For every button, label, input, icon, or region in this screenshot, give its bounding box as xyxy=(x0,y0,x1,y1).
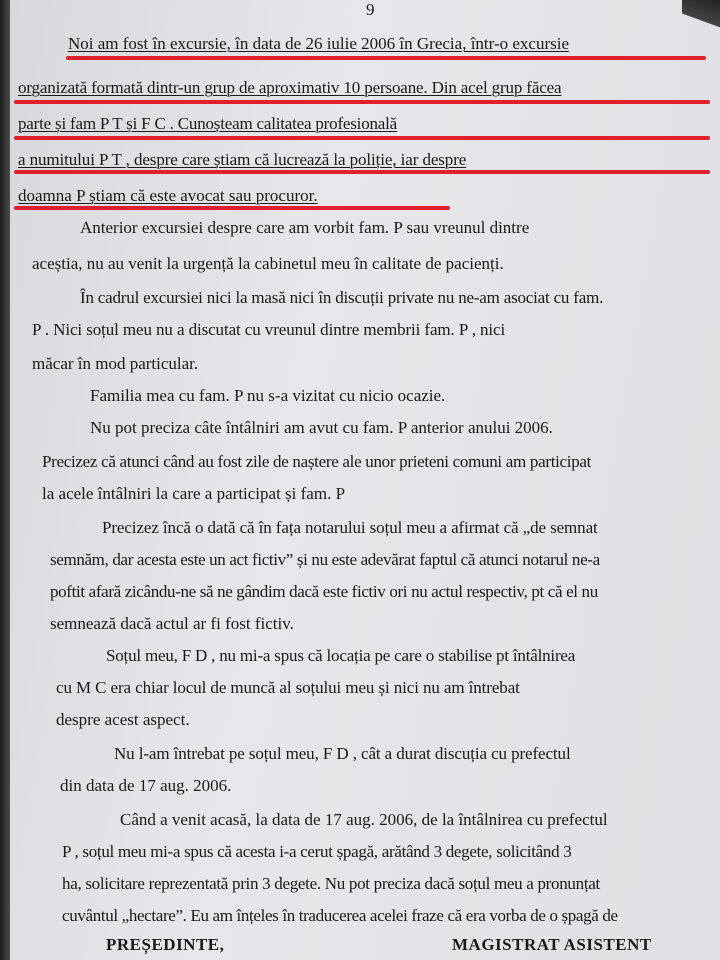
body-line: ha, solicitare reprezentată prin 3 degete. Nu pot preciza dacă soțul meu a pronunțat xyxy=(62,874,600,893)
body-line: Precizez că atunci când au fost zile de naștere ale unor prieteni comuni am participat xyxy=(42,452,592,471)
body-line: Precizez încă o dată că în fața notarului soțul meu a afirmat că „de semnat xyxy=(102,518,598,537)
body-line: din data de 17 aug. 2006. xyxy=(60,776,232,795)
body-line: semnează dacă actul ar fi fost fictiv. xyxy=(50,614,294,633)
red-underline xyxy=(66,56,706,60)
body-line: Soțul meu, F D , nu mi-a spus că locația pe care o stabilise pt întâlnirea xyxy=(106,646,576,665)
highlighted-line: doamna P știam că este avocat sau procuror. xyxy=(18,186,318,205)
body-line: măcar în mod particular. xyxy=(32,354,199,373)
highlighted-line: Noi am fost în excursie, în data de 26 iulie 2006 în Grecia, într-o excursie xyxy=(68,34,570,53)
scan-edge xyxy=(0,0,10,960)
body-line: poftit afară zicându-ne să ne gândim dacă este fictiv ori nu actul respectiv, pt că el nu xyxy=(50,582,598,601)
body-line: despre acest aspect. xyxy=(56,710,190,729)
body-line: Anterior excursiei despre care am vorbit fam. P sau vreunul dintre xyxy=(80,218,530,237)
body-line: P . Nici soțul meu nu a discutat cu vreunul dintre membrii fam. P , nici xyxy=(32,320,506,339)
red-underline xyxy=(14,100,710,104)
document-page xyxy=(10,0,720,960)
red-underline xyxy=(14,206,450,210)
footer-president: PREȘEDINTE, xyxy=(106,935,225,954)
page-corner xyxy=(682,0,720,36)
red-underline xyxy=(14,136,710,140)
body-line: În cadrul excursiei nici la masă nici în discuții private nu ne-am asociat cu fam. xyxy=(80,288,604,307)
footer-magistrate: MAGISTRAT ASISTENT xyxy=(452,935,652,954)
highlighted-line: a numitului P T , despre care știam că lucrează la poliție, iar despre xyxy=(18,150,467,169)
body-line: Nu pot preciza câte întâlniri am avut cu fam. P anterior anului 2006. xyxy=(90,418,553,437)
body-line: aceștia, nu au venit la urgență la cabinetul meu în calitate de pacienți. xyxy=(32,254,504,273)
body-line: Când a venit acasă, la data de 17 aug. 2006, de la întâlnirea cu prefectul xyxy=(120,810,608,829)
body-line: Nu l-am întrebat pe soțul meu, F D , cât a durat discuția cu prefectul xyxy=(114,744,571,763)
body-line: la acele întâlniri la care a participat și fam. P xyxy=(42,484,346,503)
page-number: 9 xyxy=(366,0,375,19)
red-underline xyxy=(14,170,710,174)
highlighted-line: organizată formată dintr-un grup de aproximativ 10 persoane. Din acel grup făcea xyxy=(18,78,562,97)
body-line: cu M C era chiar locul de muncă al soțului meu și nici nu am întrebat xyxy=(56,678,520,697)
body-line: semnăm, dar acesta este un act fictiv” și nu este adevărat faptul că atunci notarul ne-a xyxy=(50,550,600,569)
body-line: Familia mea cu fam. P nu s-a vizitat cu nicio ocazie. xyxy=(90,386,446,405)
highlighted-line: parte și fam P T și F C . Cunoșteam calitatea profesională xyxy=(18,114,398,133)
body-line: P , soțul meu mi-a spus că acesta i-a cerut șpagă, arătând 3 degete, solicitând 3 xyxy=(62,842,572,861)
body-line: cuvântul „hectare”. Eu am înțeles în traducerea acelei fraze că era vorba de o șpagă de xyxy=(62,906,618,925)
